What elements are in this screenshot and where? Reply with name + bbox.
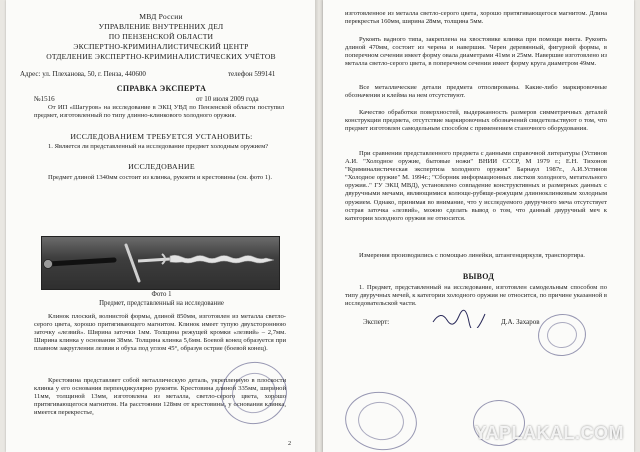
crossguard-description: Крестовина представляет собой металлическую деталь, укрепленную в плоскости клинка у его основания перпендикулярно рукояти. Крестовина длиной 335мм, шириной 11мм, толщиной 13мм, изготовлена из металла, светло-серого цвета, хорошо притягивающегося магнитом. На расстоянии 128мм от крестовины, у основания клинка, имеется перекрестье, [34, 377, 286, 417]
org-line-5: ОТДЕЛЕНИЕ ЭКСПЕРТНО-КРИМИНАЛИСТИЧЕСКИХ УЧЁТОВ [46, 52, 276, 61]
conclusion-heading: ВЫВОД [462, 272, 495, 281]
org-line-4: ЭКСПЕРТНО-КРИМИНАЛИСТИЧЕСКИЙ ЦЕНТР [73, 42, 249, 51]
org-line-3: ПО ПЕНЗЕНСКОЙ ОБЛАСТИ [108, 32, 214, 41]
signature-icon [431, 308, 491, 328]
document-number: №1516 [34, 95, 55, 103]
right-paragraph-4: Качество обработки поверхностей, выдержанность размеров симметричных деталей конструкции предмета, отсутствие маркировочных обозначений свидетельствуют о том, что предмет изготовлен самодельным способом с применением станочного оборудования. [345, 109, 607, 133]
org-line-2: УПРАВЛЕНИЕ ВНУТРЕННИХ ДЕЛ [98, 22, 224, 31]
round-stamp-2 [536, 312, 588, 359]
photo-caption: Предмет, представленный на исследование [99, 300, 224, 307]
research-heading: ИССЛЕДОВАНИЕ [128, 162, 195, 171]
phone: телефон 599141 [228, 70, 276, 78]
round-stamp-1 [341, 387, 420, 452]
left-page [6, 0, 317, 452]
org-line-1: МВД России [139, 12, 183, 21]
question-text: 1. Является ли представленный на исследование предмет холодным оружием? [48, 143, 269, 150]
right-page [323, 0, 634, 452]
right-paragraph-6: Измерения производились с помощью линейки, штангенциркуля, транспортира. [359, 252, 585, 259]
right-paragraph-1: изготовленное из металла светло-серого цвета, хорошо притягивающегося магнитом. Длина перекрестья 160мм, ширина 28мм, толщина 5мм. [345, 10, 607, 26]
question-heading: ИССЛЕДОВАНИЕМ ТРЕБУЕТСЯ УСТАНОВИТЬ: [70, 132, 253, 141]
conclusion-text: 1. Предмет, представленный на исследование, изготовлен самодельным способом по типу двуручных мечей, к категории холодного оружия не относится, по причине указанной в исследовательской части. [345, 284, 607, 308]
right-paragraph-2: Рукоять вадного типа, закреплена на хвостовике клинка при помощи винта. Рукоять длиной 470мм, состоит из черена и навершия. Черен деревянный, фигурной формы, в поперечном сечении имеет форму овала диаметрами 41мм и 25мм. Навершие изготовлено из металла светло-серого цвета, в поперечном сечении имеет форму круга диаметром 49мм. [345, 36, 608, 68]
address: Адрес: ул. Плеханова, 50, г. Пенза, 440600 [20, 70, 146, 78]
expert-label: Эксперт: [363, 318, 390, 326]
intro-paragraph: От ИП «Шагуров» на исследование в ЭКЦ УВД по Пензенской области поступил предмет, изготовленный по типу длинно-клинкового холодного оружия. [34, 104, 284, 120]
document-date: от 10 июля 2009 года [196, 95, 259, 103]
right-paragraph-3: Все металлические детали предмета отполированы. Какие-либо маркировочные обозначения и клейма на нем отсутствуют. [345, 84, 607, 100]
research-intro: Предмет длиной 1340мм состоит из клинка, рукояти и крестовины (см. фото 1). [48, 174, 272, 181]
page-fold [315, 0, 323, 452]
watermark: YAPLAKAL.COM [474, 423, 624, 443]
sword-photo [41, 236, 280, 290]
photo-label: Фото 1 [151, 291, 172, 298]
round-stamp [215, 356, 292, 430]
document-title: СПРАВКА ЭКСПЕРТА [116, 84, 207, 93]
page-number: 2 [288, 440, 292, 447]
blade-description: Клинок плоский, волнистой формы, длиной 850мм, изготовлен из металла светло-серого цвета, хорошо притягивающего магнитом. Клинок имеет тупую двухстороннюю заточку «лезвий». Ширина заточки 1мм. Толщина режущей кромки «лезвий» – 2,7мм. Ширина клинка у основания 38мм. Толщина клинка 5,6мм. Боевой конец образуется при плавном закруглении лезвия и обуха под углом 45°, образуя острие (боевой конец). [34, 313, 286, 353]
expert-name: Д.А. Захаров [501, 318, 540, 326]
sword-icon [42, 237, 279, 289]
right-paragraph-5: При сравнении представленного предмета с данными справочной литературы (Устинов А.И. "Холодное оружие, бытовые ножи" ВНИИ СССР, М 1979 г.; Е.Н. Тихонов "Криминалистическая экспертиза холодного оружия" Барнаул 1987г., А.И.Устинов "Холодное оружие" М. 1994г.; "Сборник информационных листков холодного, метательного оружия.." ГУ ЭКЦ МВД), установлено совпадение конструктивных и размерных данных с двуручными мечами, являющимися колюще-рубяще-режущим длинноклинковым холодным оружием. Однако, принимая во внимание, что у исследуемого двуручного меча отсутствует острая заточка «лезвий», можно сделать вывод о том, что данный двуручный меч к категории холодного оружия не относится. [345, 150, 607, 222]
